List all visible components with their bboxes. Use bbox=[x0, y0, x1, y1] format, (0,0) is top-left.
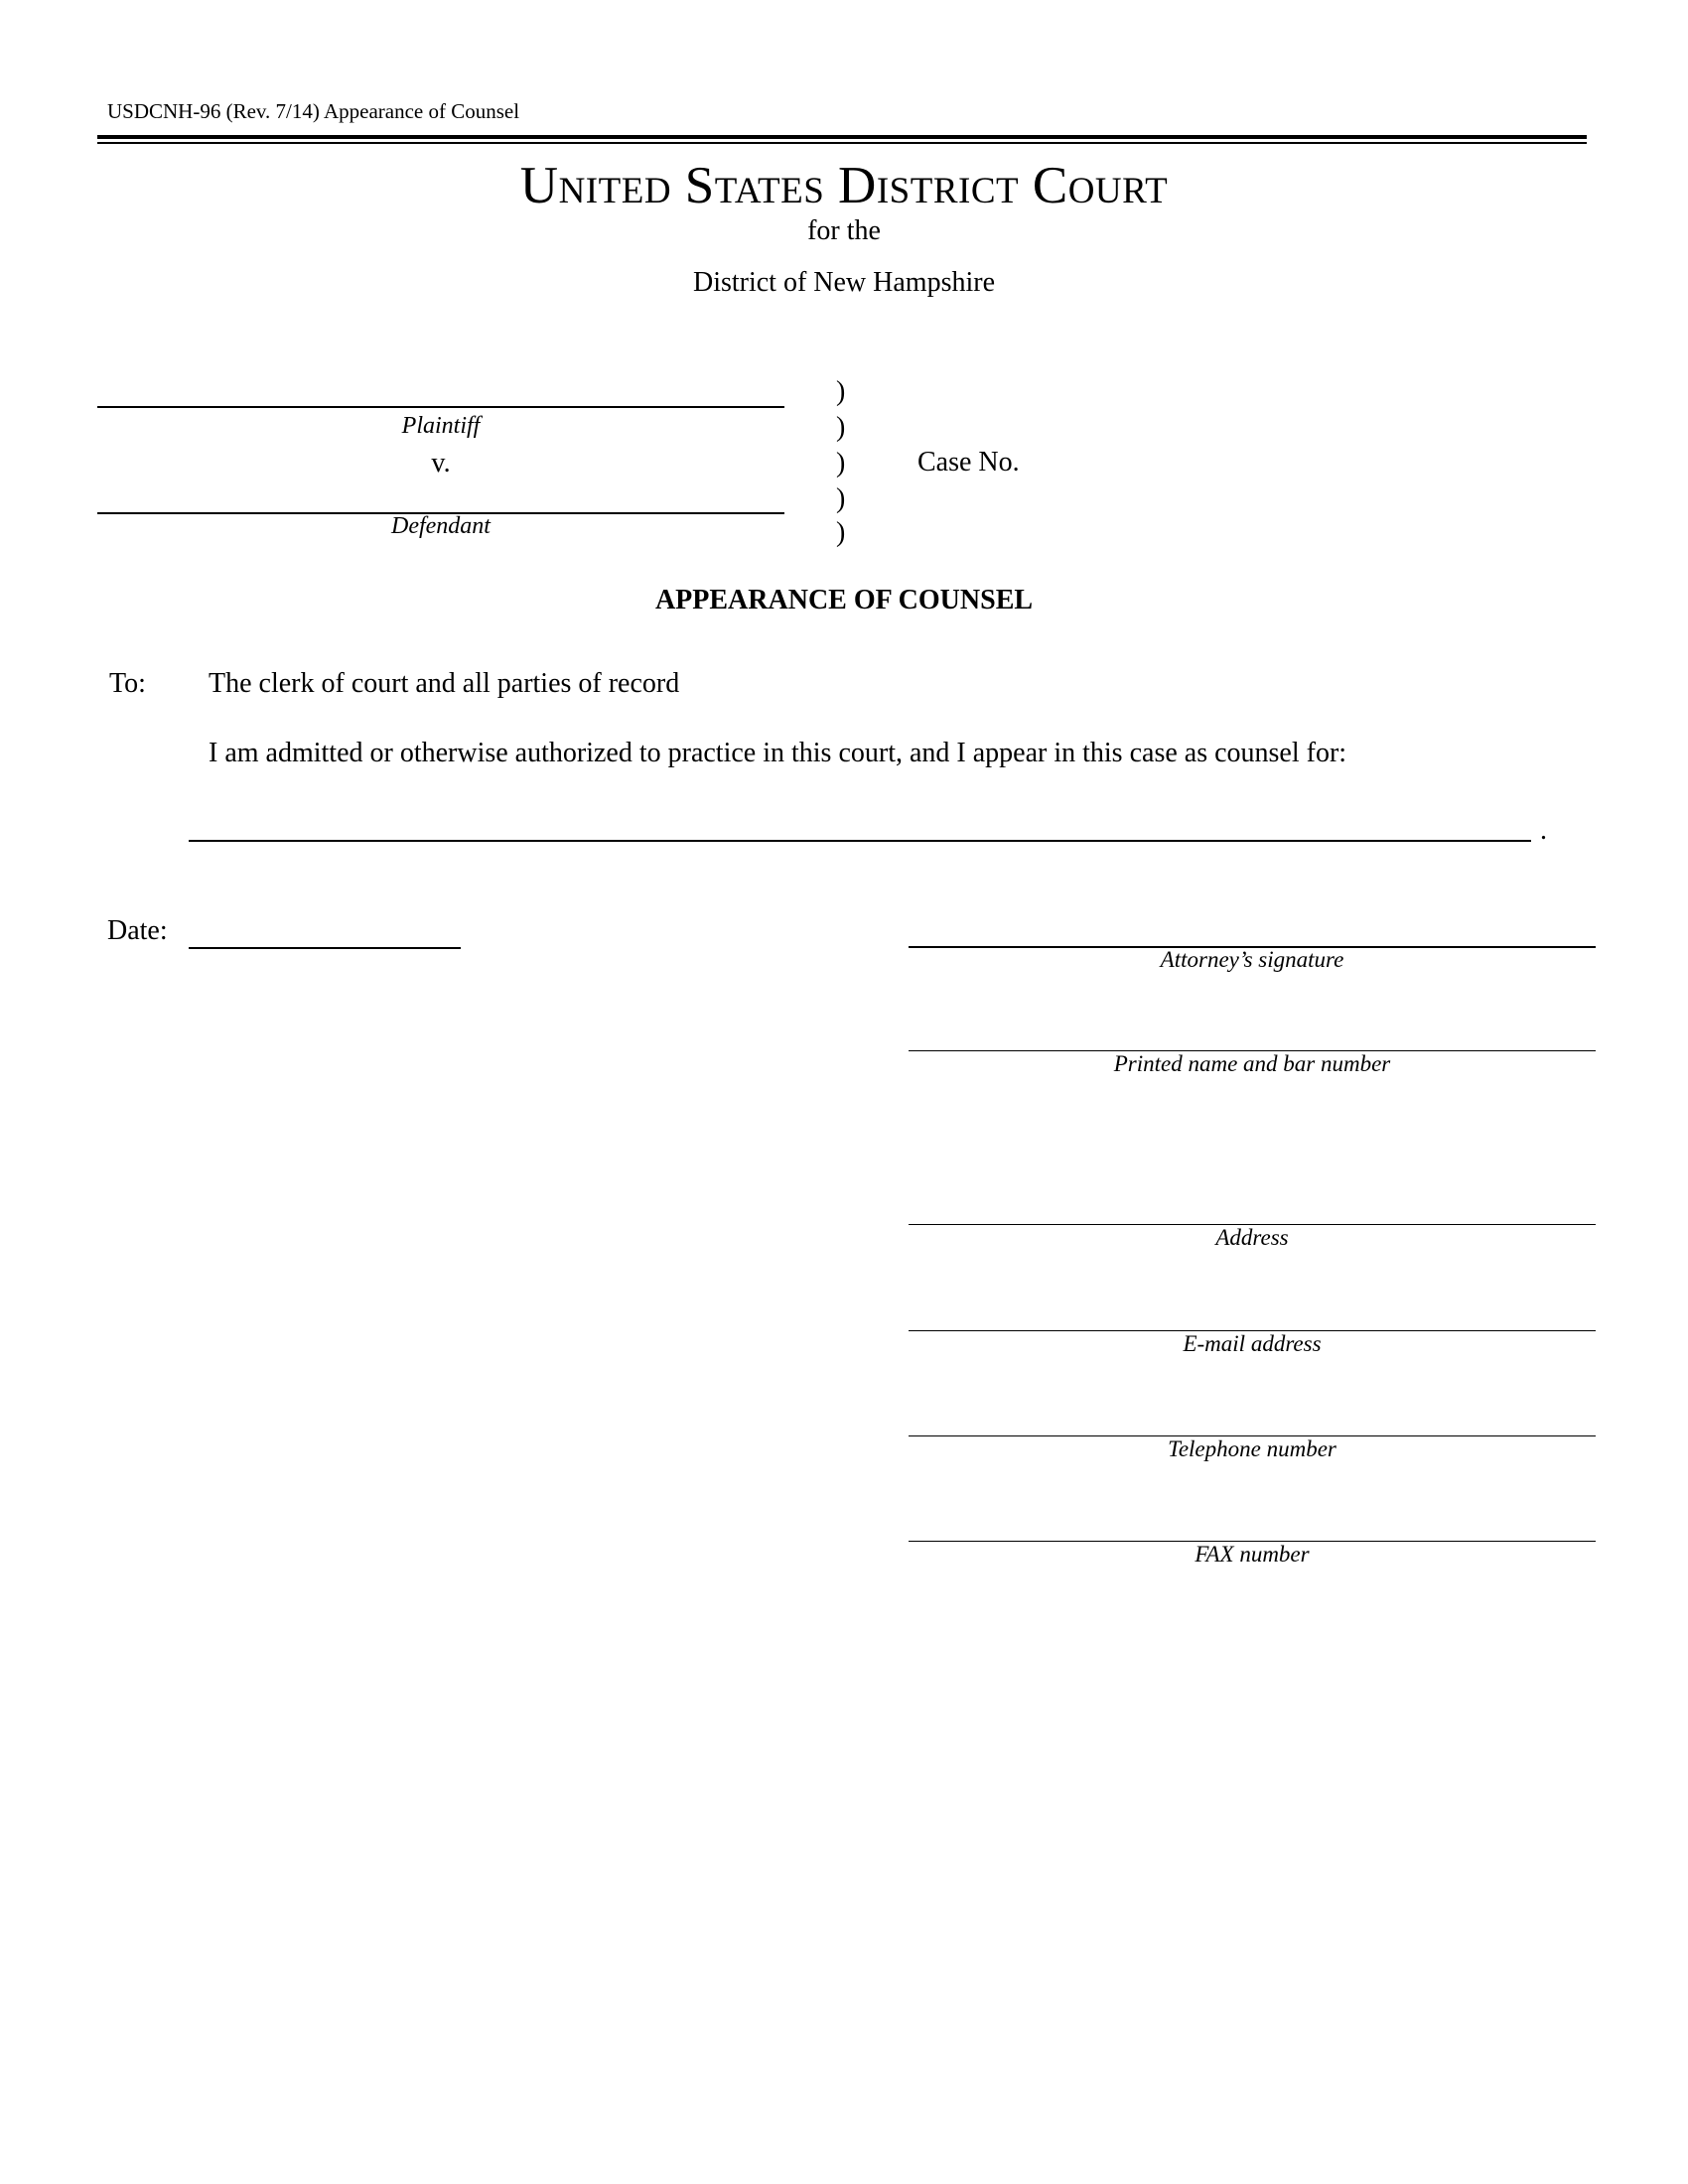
printed-name-label: Printed name and bar number bbox=[1113, 1051, 1391, 1076]
date-label: Date: bbox=[107, 915, 168, 946]
court-title: United States District Court bbox=[519, 157, 1169, 214]
header-rule-thick bbox=[97, 135, 1587, 139]
caption-paren: ) bbox=[836, 517, 846, 548]
to-label: To: bbox=[109, 668, 146, 699]
plaintiff-label: Plaintiff bbox=[401, 413, 481, 439]
telephone-label: Telephone number bbox=[1168, 1436, 1336, 1461]
address-label: Address bbox=[1215, 1225, 1289, 1250]
defendant-label: Defendant bbox=[391, 513, 491, 539]
represented-party-field-line[interactable] bbox=[189, 840, 1531, 842]
document-title: APPEARANCE OF COUNSEL bbox=[654, 585, 1034, 615]
caption-paren: ) bbox=[836, 412, 846, 443]
form-id: USDCNH-96 (Rev. 7/14) Appearance of Counsel bbox=[107, 99, 520, 123]
plaintiff-field-line[interactable] bbox=[97, 406, 784, 408]
versus-text: v. bbox=[431, 448, 451, 478]
party-line-period: . bbox=[1540, 815, 1547, 846]
district-name: District of New Hampshire bbox=[692, 267, 996, 298]
signature-label: Attorney’s signature bbox=[1160, 947, 1344, 972]
case-number-label: Case No. bbox=[917, 447, 1020, 478]
email-label: E-mail address bbox=[1183, 1331, 1322, 1356]
caption-paren: ) bbox=[836, 376, 846, 407]
caption-paren: ) bbox=[836, 483, 846, 514]
to-recipients: The clerk of court and all parties of record bbox=[209, 668, 680, 699]
header-rule-thin bbox=[97, 142, 1587, 144]
date-field-line[interactable] bbox=[189, 947, 461, 949]
appearance-statement: I am admitted or otherwise authorized to practice in this court, and I appear in this case as counsel for: bbox=[209, 738, 1347, 768]
fax-label: FAX number bbox=[1195, 1542, 1310, 1567]
caption-paren: ) bbox=[836, 448, 846, 478]
for-the-text: for the bbox=[807, 215, 881, 246]
